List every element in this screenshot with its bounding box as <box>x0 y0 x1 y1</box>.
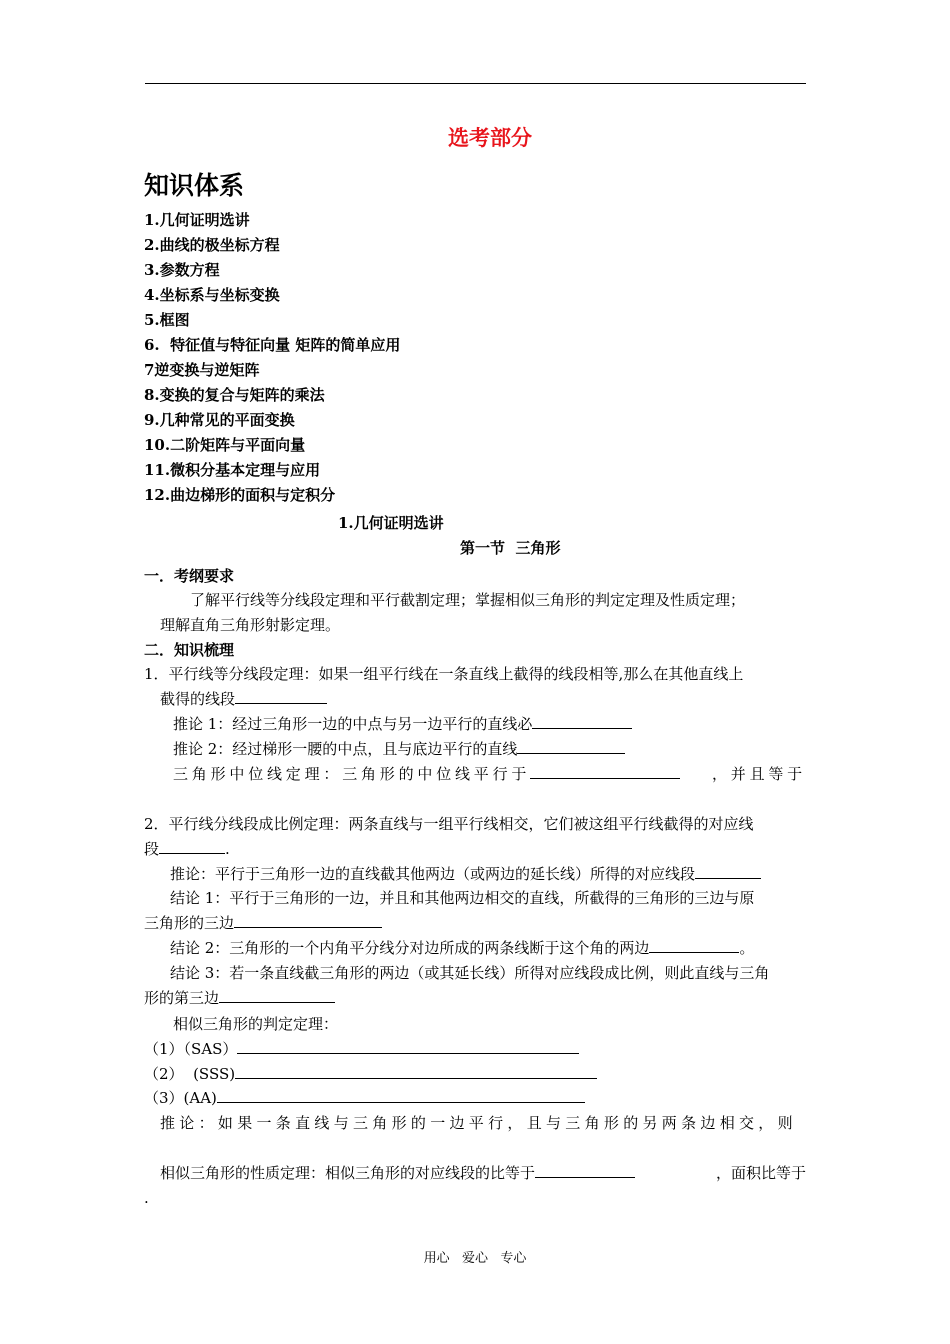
answer-blank[interactable] <box>649 938 739 953</box>
conclusion-3-line-1: 结论 3：若一条直线截三角形的两边（或其延长线）所得对应线段成比例，则此直线与三角 <box>170 964 770 982</box>
list-item: 6. 特征值与特征向量 矩阵的简单应用 <box>144 336 401 354</box>
list-item: 3.参数方程 <box>144 261 220 279</box>
header-rule <box>145 83 806 84</box>
list-item: 1.几何证明选讲 <box>144 211 250 229</box>
corollary-1: 推论 1：经过三角形一边的中点与另一边平行的直线必 <box>173 712 632 736</box>
property-end: . <box>144 1189 149 1207</box>
knowledge-list <box>144 208 400 508</box>
answer-blank[interactable] <box>217 1088 585 1103</box>
chapter-title: 1.几何证明选讲 <box>338 514 444 532</box>
theorem-1-line-2: 截得的线段 <box>160 687 327 711</box>
answer-blank[interactable] <box>235 1064 597 1079</box>
list-item: 7逆变换与逆矩阵 <box>144 361 260 379</box>
similarity-aa: （3）(AA) <box>144 1086 585 1110</box>
answer-blank[interactable] <box>532 714 632 729</box>
list-item: 4.坐标系与坐标变换 <box>144 286 280 304</box>
similarity-property: 相似三角形的性质定理：相似三角形的对应线段的比等于 ，面积比等于 <box>160 1164 806 1182</box>
similarity-corollary: 推论：如果一条直线与三角形的一边平行，且与三角形的另两条边相交，则 <box>160 1114 797 1132</box>
answer-blank[interactable] <box>237 1039 579 1054</box>
theorem-2-corollary: 推论：平行于三角形一边的直线截其他两边（或两边的延长线）所得的对应线段 <box>170 862 761 886</box>
midline-theorem: 三角形中位线定理：三角形的中位线平行于 ，并且等于 <box>173 765 806 783</box>
knowledge-system-heading: 知识体系 <box>144 171 245 200</box>
answer-blank[interactable] <box>235 689 327 704</box>
list-item: 10.二阶矩阵与平面向量 <box>144 436 306 454</box>
syllabus-heading: 一．考纲要求 <box>144 567 235 585</box>
similarity-sas: （1）（SAS） <box>144 1037 579 1061</box>
conclusion-2: 结论 2：三角形的一个内角平分线分对边所成的两条线断于这个角的两边 。 <box>170 939 755 957</box>
page-title: 选考部分 <box>448 126 532 150</box>
conclusion-3-line-2: 形的第三边 <box>144 986 335 1010</box>
answer-blank[interactable] <box>159 839 225 854</box>
section-title: 第一节 三角形 <box>460 539 561 557</box>
answer-blank[interactable] <box>219 988 335 1003</box>
page-footer: 用心 爱心 专心 <box>423 1251 527 1266</box>
answer-blank[interactable] <box>535 1163 635 1178</box>
corollary-2: 推论 2：经过梯形一腰的中点，且与底边平行的直线 <box>173 737 625 761</box>
answer-blank[interactable] <box>695 864 761 879</box>
conclusion-1-line-2: 三角形的三边 <box>144 911 382 935</box>
knowledge-heading: 二．知识梳理 <box>144 641 235 659</box>
theorem-1-line-1: 1．平行线等分线段定理：如果一组平行线在一条直线上截得的线段相等,那么在其他直线上 <box>144 665 744 683</box>
list-item: 11.微积分基本定理与应用 <box>144 461 321 479</box>
similarity-criteria-title: 相似三角形的判定定理： <box>173 1015 339 1033</box>
list-item: 5.框图 <box>144 311 190 329</box>
list-item: 2.曲线的极坐标方程 <box>144 236 280 254</box>
similarity-sss: （2） (SSS) <box>144 1062 597 1086</box>
conclusion-1-line-1: 结论 1：平行于三角形的一边，并且和其他两边相交的直线，所截得的三角形的三边与原 <box>170 889 755 907</box>
answer-blank[interactable] <box>517 739 625 754</box>
theorem-2-line-1: 2．平行线分线段成比例定理：两条直线与一组平行线相交，它们被这组平行线截得的对应线 <box>144 815 754 833</box>
theorem-2-line-2: 段 . <box>144 840 230 858</box>
list-item: 12.曲边梯形的面积与定积分 <box>144 486 336 504</box>
syllabus-line-2: 理解直角三角形射影定理。 <box>160 616 341 634</box>
answer-blank[interactable] <box>530 764 680 779</box>
list-item: 8.变换的复合与矩阵的乘法 <box>144 386 325 404</box>
list-item: 9.几种常见的平面变换 <box>144 411 295 429</box>
syllabus-line-1: 了解平行线等分线段定理和平行截割定理；掌握相似三角形的判定定理及性质定理； <box>190 591 746 609</box>
answer-blank[interactable] <box>234 913 382 928</box>
